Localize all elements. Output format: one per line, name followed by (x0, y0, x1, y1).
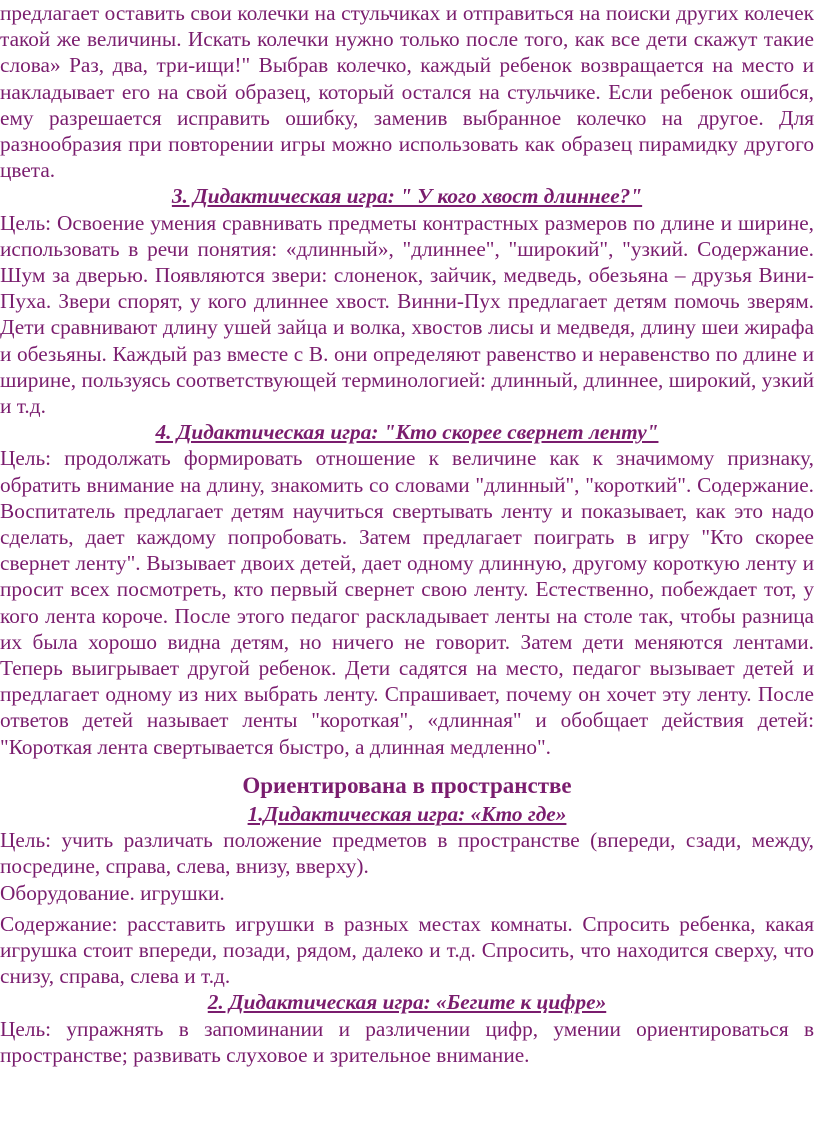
space-game-1-heading: 1.Дидактическая игра: «Кто где» (247, 801, 567, 826)
space-game-1-goal: Цель: учить различать положение предметов в пространстве (впереди, сзади, между, посредине, справа, слева, внизу, вверху). (0, 828, 814, 879)
intro-paragraph: предлагает оставить свои колечки на стульчиках и отправиться на поиски других колечек такой же величины. Искать колечки нужно только после того, как все дети скажут такие слова» Раз, два, три-ищи!" Выбрав колечко, каждый ребенок возвращается на место и накладывает его на свой образец, который остался на стульчике. Если ребенок ошибся, ему разрешается исправить ошибку, заменив выбранное колечко на другое. Для разнообразия при повторении игры можно использовать как образец пирамидку другого цвета. (0, 1, 814, 183)
space-game-1-equipment: Оборудование. игрушки. (0, 880, 225, 905)
game-3-heading: 3. Дидактическая игра: " У кого хвост длиннее?" (171, 184, 643, 209)
space-game-2-heading: 2. Дидактическая игра: «Бегите к цифре» (207, 990, 607, 1015)
game-3-paragraph: Цель: Освоение умения сравнивать предметы контрастных размеров по длине и ширине, использовать в речи понятия: «длинный», "длиннее", "широкий", "узкий. Содержание. Шум за дверью. Появляются звери: слоненок, зайчик, медведь, обезьяна – друзья Вини-Пуха. Звери спорят, у кого длиннее хвост. Винни-Пух предлагает детям помочь зверям. Дети сравнивают длину ушей зайца и волка, хвостов лисы и медведя, длину шеи жирафа и обезьяны. Каждый раз вместе с В. они определяют равенство и неравенство по длине и ширине, пользуясь соответствующей терминологией: длинный, длиннее, широкий, узкий и т.д. (0, 210, 814, 419)
game-4-paragraph: Цель: продолжать формировать отношение к величине как к значимому признаку, обратить внимание на длину, знакомить со словами "длинный", "короткий". Содержание. Воспитатель предлагает детям научиться свертывать ленту и показывает, как это надо сделать, дает каждому попробовать. Затем предлагает поиграть в игру "Кто скорее свернет ленту". Вызывает двоих детей, дает одному длинную, другому короткую ленту и просит всех посмотреть, кто первый свернет свою ленту. Естественно, побеждает тот, у кого лента короче. После этого педагог раскладывает ленты на столе так, чтобы разница их была хорошо видна детям, но ничего не говорит. Затем дети меняются лентами. Теперь выигрывает другой ребенок. Дети садятся на место, педагог вызывает детей и предлагает одному из них выбрать ленту. Спрашивает, почему он хочет эту ленту. После ответов детей называет ленты "короткая", «длинная" и обобщает действия детей: "Короткая лента свертывается быстро, а длинная медленно". (0, 446, 814, 759)
section-title: Ориентирована в пространстве (242, 772, 572, 798)
space-game-2-goal: Цель: упражнять в запоминании и различении цифр, умении ориентироваться в пространстве; развивать слуховое и зрительное внимание. (0, 1016, 814, 1067)
game-4-heading: 4. Дидактическая игра: "Кто скорее свернет ленту" (155, 420, 659, 445)
space-game-1-content: Содержание: расставить игрушки в разных местах комнаты. Спросить ребенка, какая игрушка стоит впереди, позади, рядом, далеко и т.д. Спросить, что находится сверху, что снизу, справа, слева и т.д. (0, 911, 814, 989)
